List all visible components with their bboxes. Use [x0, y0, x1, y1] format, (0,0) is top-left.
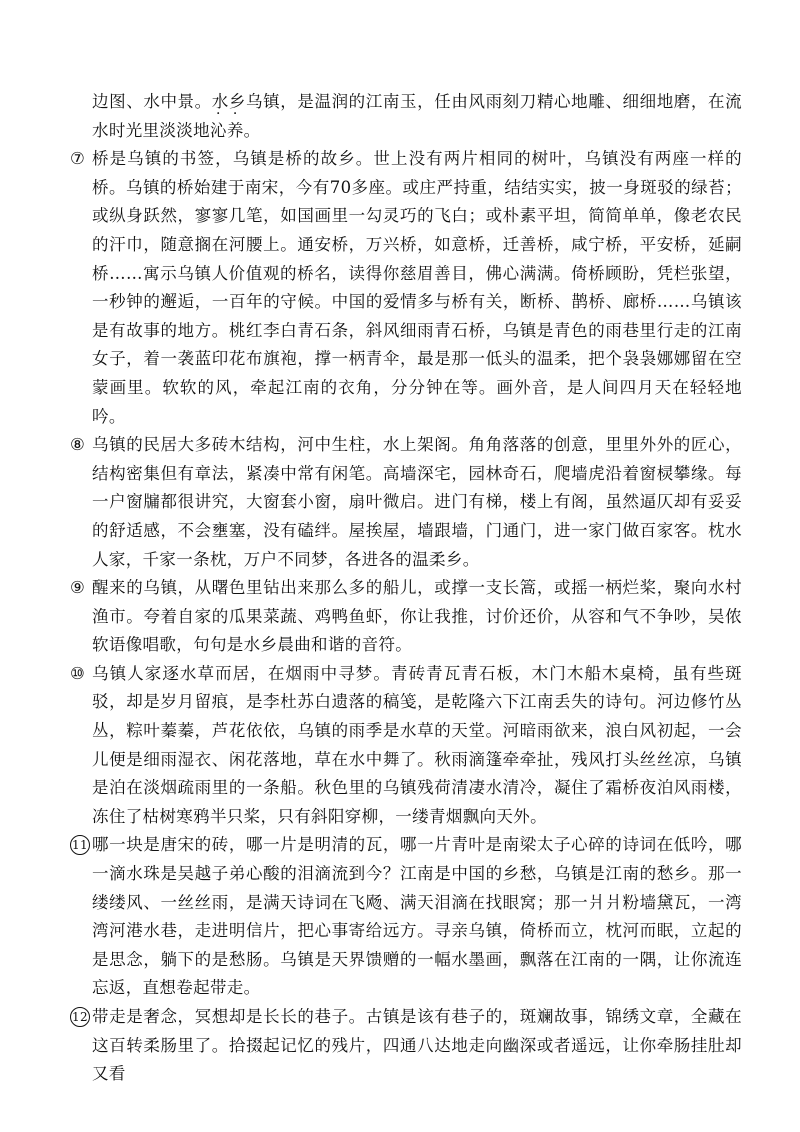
paragraph-number	[70, 831, 92, 860]
paragraph-number: ⑦	[70, 149, 86, 169]
paragraph-text: 醒来的乌镇，从曙色里钻出来那么多的船儿，或撑一支长篙，或摇一柄烂桨，聚向水村渔市。夸着自家的瓜果菜蔬、鸡鸭鱼虾，你让我推，讨价还价，从容和气不争吵，吴侬软语像唱歌，句句是水乡晨曲和谐的音符。	[92, 578, 742, 655]
paragraph-text: 乌镇人家逐水草而居，在烟雨中寻梦。青砖青瓦青石板，木门木船木桌椅，虽有些斑驳，却是岁月留痕，是李杜苏白遗落的稿笺，是乾隆六下江南丢失的诗句。河边修竹丛丛，粽叶蓁蓁，芦花依依，乌镇的雨季是水草的天堂。河暗雨欲来，浪白风初起，一会儿便是细雨湿衣、闲花落地，草在水中舞了。秋雨滴篷牵牵扯，残风打头丝丝凉，乌镇是泊在淡烟疏雨里的一条船。秋色里的乌镇残荷清凄水清冷，凝住了霜桥夜泊风雨楼，冻住了枯树寒鸦半只桨，只有斜阳穿柳，一缕青烟飘向天外。	[92, 663, 742, 826]
paragraph-8	[62, 431, 742, 574]
paragraph-12	[62, 1003, 742, 1089]
paragraph-number	[70, 1003, 92, 1032]
paragraph-7	[62, 145, 742, 431]
emphasis-dot-char: 养	[226, 120, 244, 140]
paragraph-text: 乌镇的民居大多砖木结构，河中生柱，水上架阁。角角落落的创意，里里外外的匠心，结构密集但有章法，紧凑中常有闲笔。高墙深宅，园林奇石，爬墙虎沿着窗棂攀缘。每一户窗牖都很讲究，大窗套小窗，扇叶微启。进门有梯，楼上有阁，虽然逼仄却有妥妥的舒适感，不会壅塞，没有磕绊。屋挨屋，墙跟墙，门通门，进一家门做百家客。枕水人家，千家一条枕，万户不同梦，各进各的温柔乡。	[92, 435, 742, 569]
circled-number: 11	[70, 835, 90, 855]
paragraph-text: 哪一块是唐宋的砖，哪一片是明清的瓦，哪一片青叶是南梁太子心碎的诗词在低吟，哪一滴水珠是吴越子弟心酸的泪滴流到今？江南是中国的乡愁，乌镇是江南的愁乡。那一缕缕风、一丝丝雨，是满天诗词在飞飏、满天泪滴在找眼窝；那一爿爿粉墙黛瓦，一湾湾河港水巷，走进明信片，把心事寄给远方。寻亲乌镇，倚桥而立，枕河而眠，立起的是思念，躺下的是愁肠。乌镇是天界馈赠的一幅水墨画，飘落在江南的一隅，让你流连忘返，直想卷起带走。	[92, 835, 742, 998]
paragraph-11	[62, 831, 742, 1003]
paragraph-text: 带走是奢念，冥想却是长长的巷子。古镇是该有巷子的，斑斓故事，锦绣文章，全藏在这百转柔肠里了。拾掇起记忆的残片，四通八达地走向幽深或者遥远，让你牵肠挂肚却又看	[92, 1007, 742, 1084]
paragraph-number: ⑧	[70, 435, 86, 455]
emphasis-dot-char: 沁	[209, 120, 227, 140]
paragraph-number: ⑨	[70, 578, 86, 598]
paragraph-9	[62, 574, 742, 660]
paragraph-text: 。	[243, 120, 261, 140]
paragraph-text: 边图、水中景。水乡乌镇，是温润的江南玉，任由风雨刻刀精心地雕、细细地磨，在流水时光里淡淡地	[92, 92, 742, 140]
circled-number: 12	[70, 1007, 90, 1027]
paragraph-10	[62, 660, 742, 832]
paragraph-text: 桥是乌镇的书签，乌镇是桥的故乡。世上没有两片相同的树叶，乌镇没有两座一样的桥。乌镇的桥始建于南宋，今有70多座。或庄严持重，结结实实，披一身斑驳的绿苔；或纵身跃然，寥寥几笔，如国画里一勾灵巧的飞白；或朴素平坦，简简单单，像老农民的汗巾，随意搁在河腰上。通安桥，万兴桥，如意桥，迁善桥，咸宁桥，平安桥，延嗣桥……寓示乌镇人价值观的桥名，读得你慈眉善目，佛心满满。倚桥顾盼，凭栏张望，一秒钟的邂逅，一百年的守候。中国的爱情多与桥有关，断桥、鹊桥、廊桥……乌镇该是有故事的地方。桃红李白青石条，斜风细雨青石桥，乌镇是青色的雨巷里行走的江南女子，着一袭蓝印花布旗袍，撑一柄青伞，最是那一低头的温柔，把个袅袅娜娜留在空蒙画里。软软的风，牵起江南的衣角，分分钟在等。画外音，是人间四月天在轻轻地吟。	[92, 149, 742, 426]
paragraph-number: ⑩	[70, 663, 86, 683]
paragraph-6-continued	[62, 88, 742, 145]
document-page	[62, 88, 742, 1089]
